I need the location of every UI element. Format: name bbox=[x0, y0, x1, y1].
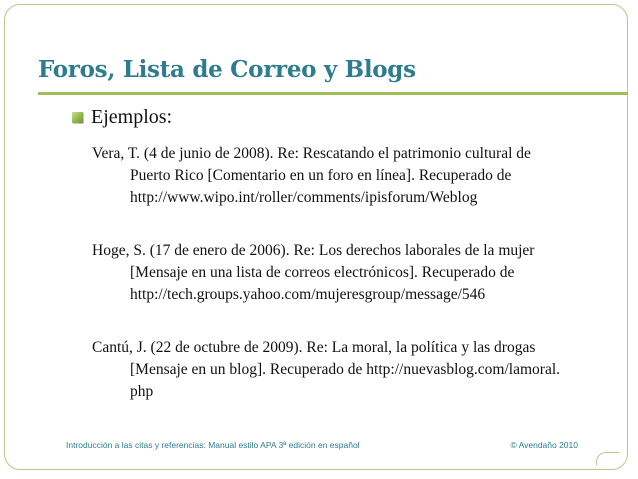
reference-2-line-3: http://tech.groups.yahoo.com/mujeresgroup/message/546 bbox=[130, 286, 486, 303]
footer-copyright: © Avendaño 2010 bbox=[510, 440, 578, 450]
square-bullet-icon bbox=[72, 112, 83, 123]
reference-1-line-2: Puerto Rico [Comentario en un foro en línea]. Recuperado de bbox=[130, 167, 512, 184]
reference-1-line-1: Vera, T. (4 de junio de 2008). Re: Rescatando el patrimonio cultural de bbox=[92, 145, 531, 162]
reference-3-line-3: php bbox=[130, 383, 154, 400]
reference-2-line-1: Hoge, S. (17 de enero de 2006). Re: Los derechos laborales de la mujer bbox=[92, 242, 535, 259]
reference-3-line-1: Cantú, J. (22 de octubre de 2009). Re: La moral, la política y las drogas bbox=[92, 339, 536, 356]
footer-caption: Introducción a las citas y referencias: Manual estilo APA 3ª edición en español bbox=[66, 440, 360, 450]
reference-3-line-2: [Mensaje en un blog]. Recuperado de http://nuevasblog.com/lamoral. bbox=[130, 361, 561, 378]
reference-entry-3 bbox=[92, 337, 638, 403]
frame-corner-tab bbox=[596, 452, 619, 465]
reference-entry-2 bbox=[92, 240, 638, 306]
bullet-label: Ejemplos: bbox=[91, 106, 173, 128]
bullet-item bbox=[72, 106, 172, 129]
reference-2-line-2: [Mensaje en una lista de correos electrónicos]. Recuperado de bbox=[130, 264, 515, 281]
slide-title: Foros, Lista de Correo y Blogs bbox=[38, 56, 416, 83]
reference-entry-1 bbox=[92, 143, 638, 209]
reference-1-line-3: http://www.wipo.int/roller/comments/ipisforum/Weblog bbox=[130, 189, 478, 206]
title-underline bbox=[38, 92, 628, 95]
